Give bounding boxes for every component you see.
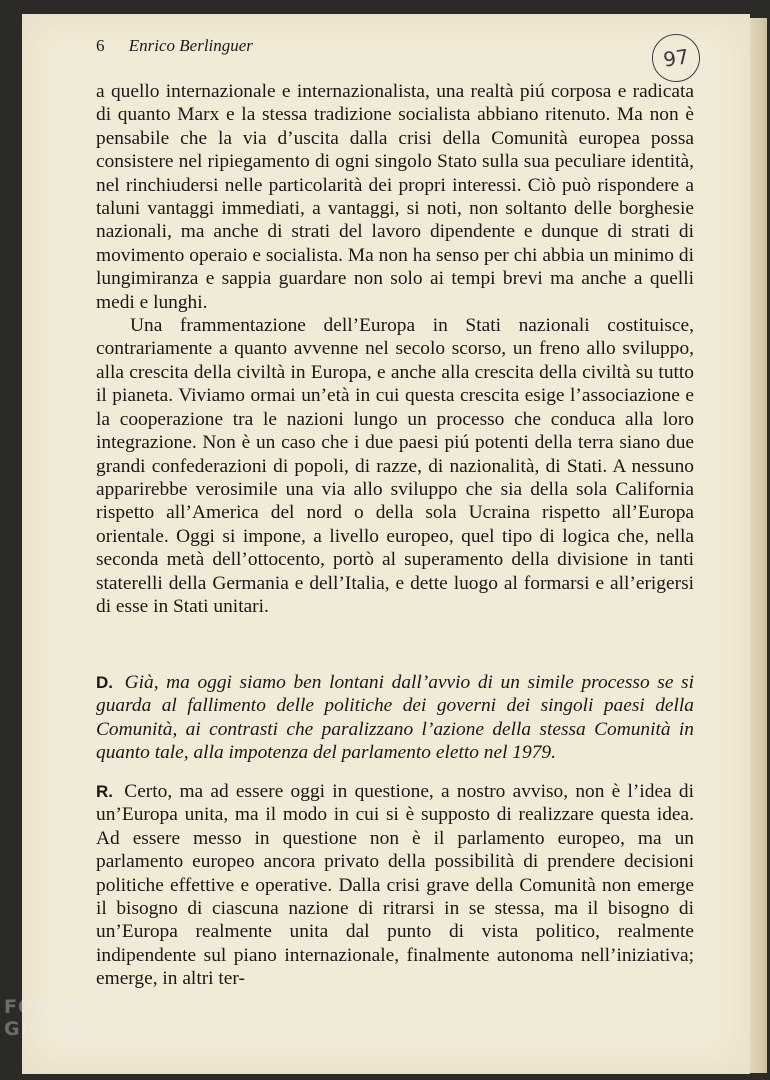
question-label: D. bbox=[96, 673, 113, 692]
interview-question bbox=[96, 671, 694, 765]
running-title-author: Enrico Berlinguer bbox=[128, 36, 253, 55]
answer-text: Certo, ma ad essere oggi in questione, a nostro avviso, non è l’idea di un’Europa unita, ma il modo in cui si è supposto di realizzare questa idea. Ad essere messo in questione non è il parlamento europeo, ma un parlamento europeo ancora privato della possibilità di prendere decisioni politiche effettive e operative. Dalla crisi grave della Comunità non emerge il bisogno di ciascuna nazione di ritrarsi in se stessa, ma il bisogno di un’Europa realmente unita dal punto di vista politico, realmente indipendente sul piano internazionale, finalmente autonoma nell’iniziativa; emerge, in altri ter- bbox=[96, 781, 695, 990]
question-text: Già, ma oggi siamo ben lontani dall’avvio di un simile processo se si guarda al fallimento delle politiche dei governi dei singoli paesi della Comunità, ai contrasti che paralizzano l’azione della stessa Comunità in quanto tale, alla impotenza del parlamento eletto nel 1979. bbox=[96, 672, 694, 764]
running-header bbox=[96, 36, 253, 56]
paragraph-1: a quello internazionale e internazionalista, una realtà piú corposa e radicata di quanto Marx e la stessa tradizione socialista abbiano ritenuto. Ma non è pensabile che la via d’uscita dalla crisi della Comunità europea possa consistere nel ripiegamento di ogni singolo Stato sulla sua peculiare identità, nel rinchiudersi nelle particolarità dei propri interessi. Ciò può rispondere a taluni vantaggi immediati, a vantaggi, si noti, non soltanto delle borghesie nazionali, ma anche di strati del lavoro dipendente e dunque di strati di movimento operaio e socialista. Ma non ha senso per chi abbia un minimo di lungimiranza e sappia guardare non solo ai tempi brevi ma anche a quelli medi e lunghi. bbox=[96, 81, 694, 313]
archive-watermark bbox=[4, 996, 155, 1040]
interview-answer bbox=[96, 780, 694, 991]
answer-label: R. bbox=[96, 782, 113, 801]
watermark-line-1: FONDAZIONE bbox=[4, 996, 156, 1018]
paragraph-2: Una frammentazione dell’Europa in Stati nazionali costituisce, contrariamente a quanto avvenne nel secolo scorso, un freno allo sviluppo, alla crescita della civiltà in Europa, e anche alla crescita della civiltà su tutto il pianeta. Viviamo ormai un’età in cui questa crescita esige l’associazione e la cooperazione tra le nazioni lungo un processo che conduca alla loro integrazione. Non è un caso che i due paesi piú potenti della terra siano due grandi confederazioni di popoli, di razze, di nazionalità, di Stati. A nessuno apparirebbe verosimile una via allo sviluppo che sia della sola California rispetto all’America del nord o della sola Ucraina rispetto all’Europa orientale. Oggi si impone, a livello europeo, quel tipo di logica che, nella seconda metà dell’ottocento, portò al superamento della divisione in tanti staterelli della Germania e dell’Italia, e dette luogo al formarsi e all’erigersi di esse in Stati unitari. bbox=[96, 315, 694, 617]
watermark-line-2: GRAMSCI bbox=[4, 1018, 110, 1040]
body-text bbox=[96, 80, 694, 618]
page-number: 6 bbox=[96, 36, 105, 55]
handwritten-page-number: 97 bbox=[649, 31, 703, 85]
